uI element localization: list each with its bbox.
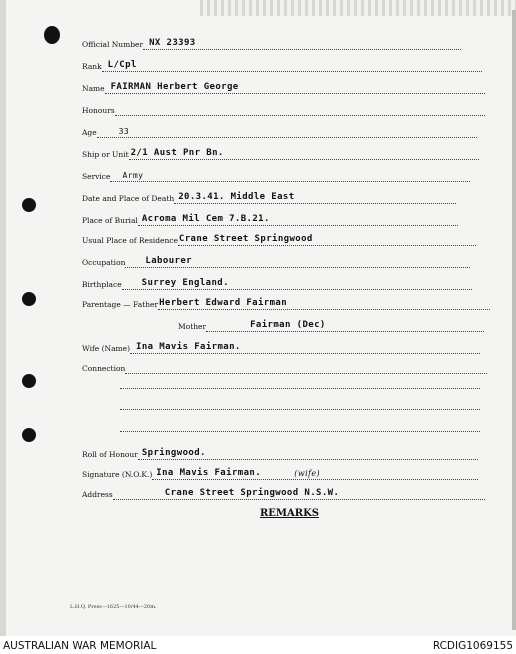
signature-value: Ina Mavis Fairman. <box>156 468 262 478</box>
blank-line <box>120 431 480 432</box>
print-line: L.H.Q. Press—1625—10/44—20m. <box>70 604 157 610</box>
service-value: Army <box>122 171 144 180</box>
mother-row <box>178 316 484 332</box>
right-edge-band <box>512 10 516 630</box>
death-label: Date and Place of Death <box>82 194 175 203</box>
father-row <box>82 294 490 310</box>
age-field <box>97 122 477 138</box>
father-value: Herbert Edward Fairman <box>159 298 288 308</box>
connection-label: Connection <box>82 364 126 373</box>
occupation-value: Labourer <box>145 256 192 266</box>
rank-field <box>102 56 482 72</box>
occupation-label: Occupation <box>82 258 126 267</box>
birthplace-value: Surrey England. <box>141 278 229 288</box>
father-label: Parentage — Father <box>82 300 159 309</box>
honours-label: Honours <box>82 106 115 115</box>
signature-label: Signature (N.O.K.) <box>82 470 153 479</box>
death-field <box>174 188 456 204</box>
ship-unit-field <box>129 144 479 160</box>
official-number-label: Official Number <box>82 40 144 49</box>
mother-value: Fairman (Dec) <box>250 320 326 330</box>
signature-row <box>82 464 478 480</box>
punch-hole-icon <box>22 374 36 388</box>
occupation-row <box>82 252 470 268</box>
age-label: Age <box>82 128 97 137</box>
punch-hole-icon <box>22 292 36 306</box>
punch-hole-icon <box>22 428 36 442</box>
signature-note: (wife) <box>294 469 321 478</box>
ship-unit-label: Ship or Unit <box>82 150 129 159</box>
address-label: Address <box>82 490 113 499</box>
death-row <box>82 188 456 204</box>
birthplace-field <box>122 274 472 290</box>
wife-value: Ina Mavis Fairman. <box>136 342 241 352</box>
roll-field <box>138 444 478 460</box>
roll-label: Roll of Honour <box>82 450 138 459</box>
age-row <box>82 122 477 138</box>
residence-field <box>178 230 476 246</box>
birthplace-row <box>82 274 472 290</box>
top-scan-band <box>200 0 516 16</box>
address-row <box>82 484 485 500</box>
age-value: 33 <box>118 127 130 136</box>
name-value: FAIRMAN Herbert George <box>110 82 239 92</box>
mother-field <box>206 316 484 332</box>
burial-field <box>138 210 458 226</box>
name-field <box>105 78 485 94</box>
burial-label: Place of Burial <box>82 216 138 225</box>
official-number-value: NX 23393 <box>149 38 196 48</box>
signature-field <box>152 464 478 480</box>
occupation-field <box>125 252 470 268</box>
residence-row <box>82 230 476 246</box>
father-field <box>158 294 490 310</box>
rank-value: L/Cpl <box>107 60 137 70</box>
left-edge-band <box>0 0 6 636</box>
burial-value: Acroma Mil Cem 7.B.21. <box>141 214 270 224</box>
ship-unit-value: 2/1 Aust Pnr Bn. <box>130 148 224 158</box>
blank-line <box>120 388 480 389</box>
residence-value: Crane Street Springwood <box>178 234 313 244</box>
wife-field <box>130 338 480 354</box>
name-label: Name <box>82 84 105 93</box>
burial-row <box>82 210 458 226</box>
name-row <box>82 78 485 94</box>
death-value: 20.3.41. Middle East <box>178 192 295 202</box>
remarks-heading: REMARKS <box>260 508 319 519</box>
honours-field <box>115 100 485 116</box>
service-field <box>110 166 470 182</box>
residence-label: Usual Place of Residence <box>82 236 178 245</box>
wife-row <box>82 338 480 354</box>
footer-source: AUSTRALIAN WAR MEMORIAL <box>3 640 157 652</box>
address-field <box>113 484 485 500</box>
official-number-row <box>82 34 461 50</box>
rank-label: Rank <box>82 62 102 71</box>
official-number-field <box>143 34 461 50</box>
wife-label: Wife (Name) <box>82 344 131 353</box>
footer-bar <box>0 638 516 654</box>
honours-row <box>82 100 485 116</box>
roll-row <box>82 444 478 460</box>
footer-record-id: RCDIG1069155 <box>432 640 513 652</box>
roll-value: Springwood. <box>141 448 206 458</box>
punch-hole-icon <box>22 198 36 212</box>
punch-hole-icon <box>44 26 60 44</box>
mother-label: Mother <box>178 322 207 331</box>
birthplace-label: Birthplace <box>82 280 122 289</box>
rank-row <box>82 56 482 72</box>
service-row <box>82 166 470 182</box>
address-value: Crane Street Springwood N.S.W. <box>164 488 340 498</box>
ship-unit-row <box>82 144 479 160</box>
connection-row <box>82 358 487 374</box>
blank-line <box>120 409 480 410</box>
connection-field <box>125 358 487 374</box>
service-label: Service <box>82 172 111 181</box>
